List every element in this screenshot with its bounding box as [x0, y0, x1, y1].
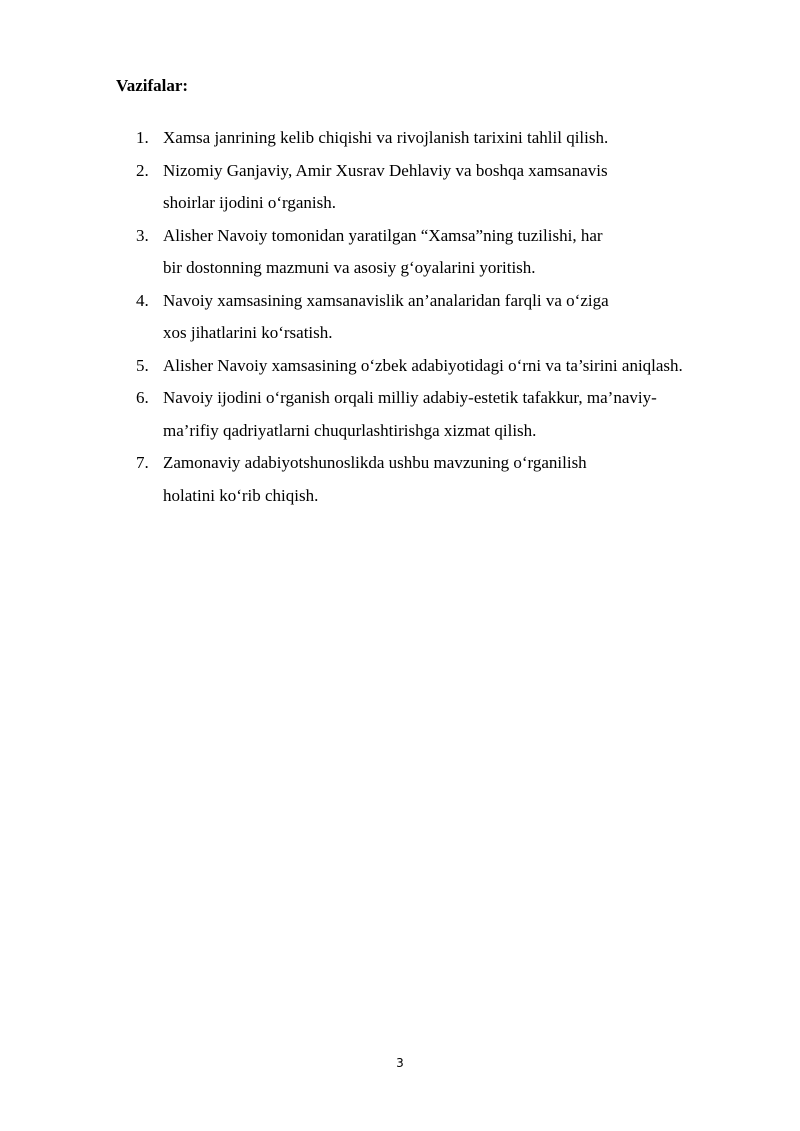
- list-item-line: Zamonaviy adabiyotshunoslikda ushbu mavzuning o‘rganilish: [163, 453, 587, 472]
- list-item-text: [163, 220, 763, 285]
- list-item-text: [163, 382, 763, 447]
- list-item-line: Alisher Navoiy xamsasining o‘zbek adabiyotidagi o‘rni va ta’sirini aniqlash.: [163, 355, 683, 375]
- list-item-number: 3.: [136, 225, 149, 245]
- list-item-number: 6.: [136, 388, 149, 407]
- list-item-line: Alisher Navoiy tomonidan yaratilgan “Xamsa”ning tuzilishi, har: [163, 225, 603, 245]
- list-item-text: [163, 350, 763, 383]
- list-item: [0, 382, 800, 447]
- list-item-line: Nizomiy Ganjaviy, Amir Xusrav Dehlaviy va boshqa xamsanavis: [163, 160, 608, 180]
- list-item-number: 4.: [136, 290, 149, 310]
- list-item-number: 5.: [136, 355, 149, 375]
- list-item-number: 1.: [136, 128, 149, 147]
- list-item-text: [163, 155, 763, 220]
- section-heading: Vazifalar:: [116, 76, 189, 95]
- task-list: [0, 122, 800, 512]
- list-item-text: [163, 285, 763, 350]
- list-item-line: bir dostonning mazmuni va asosiy g‘oyalarini yoritish.: [163, 258, 536, 277]
- list-item-line: holatini ko‘rib chiqish.: [163, 485, 319, 505]
- list-item: [0, 220, 800, 285]
- page-number: 3: [396, 1056, 404, 1070]
- list-item-line: shoirlar ijodini o‘rganish.: [163, 193, 336, 212]
- list-item: [0, 447, 800, 512]
- list-item-line: ma’rifiy qadriyatlarni chuqurlashtirishga xizmat qilish.: [163, 420, 537, 440]
- list-item-line: xos jihatlarini ko‘rsatish.: [163, 323, 333, 342]
- list-item: [0, 122, 800, 155]
- list-item-number: 7.: [136, 453, 149, 472]
- list-item-line: Navoiy ijodini o‘rganish orqali milliy adabiy-estetik tafakkur, ma’naviy-: [163, 388, 657, 407]
- list-item: [0, 350, 800, 383]
- list-item-text: [163, 447, 763, 512]
- list-item-line: Navoiy xamsasining xamsanavislik an’analaridan farqli va o‘ziga: [163, 290, 609, 310]
- list-item-line: Xamsa janrining kelib chiqishi va rivojlanish tarixini tahlil qilish.: [163, 128, 609, 147]
- list-item-number: 2.: [136, 160, 149, 180]
- list-item: [0, 155, 800, 220]
- list-item: [0, 285, 800, 350]
- list-item-text: [163, 122, 763, 155]
